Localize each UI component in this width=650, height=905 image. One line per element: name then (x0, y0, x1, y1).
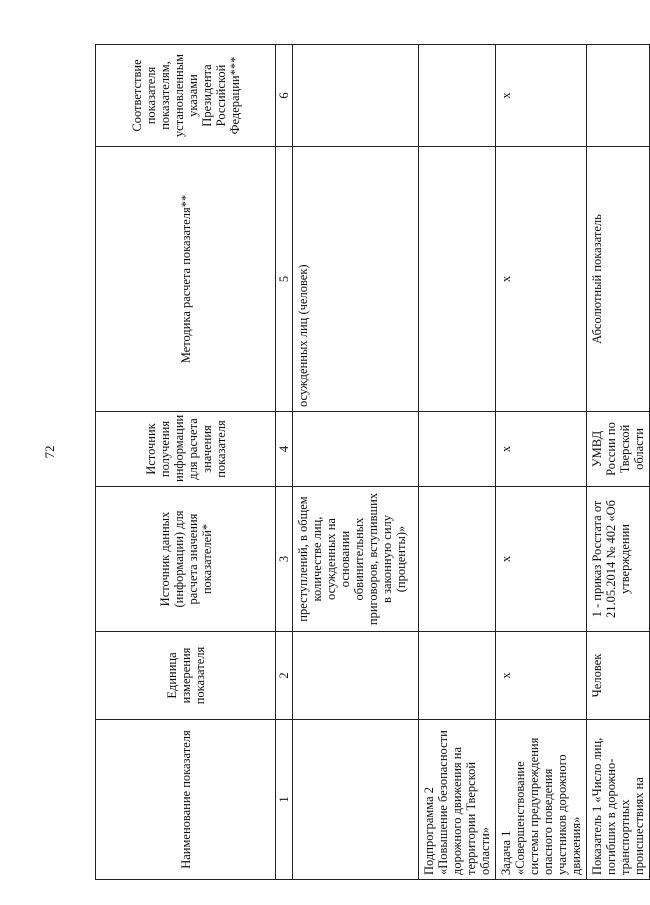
header-method: Методика расчета показателя** (96, 147, 276, 412)
table-row (293, 45, 419, 880)
cell-source-info (419, 412, 496, 487)
cell-unit: x (496, 632, 587, 720)
cell-compliance (293, 45, 419, 147)
cell-method: осужденных лиц (человек) (293, 147, 419, 412)
col-number-6: 6 (276, 45, 293, 147)
cell-name: Задача 1 «Совершенствование системы предупреждения опасного поведения участников дорожного движения» (496, 720, 587, 880)
table-row (587, 45, 650, 880)
cell-compliance (587, 45, 650, 147)
header-source-info: Источник получения информации для расчета значения показателя (96, 412, 276, 487)
cell-method (419, 147, 496, 412)
cell-compliance (419, 45, 496, 147)
header-compliance: Соответствие показателя показателям, установленным указами Президента Российской Федерации*** (96, 45, 276, 147)
table-row (496, 45, 587, 880)
rotated-table-container (95, 45, 646, 880)
cell-source-data: 1 - приказ Росстата от 21.05.2014 № 402 «Об утверждении (587, 487, 650, 632)
cell-source-info: x (496, 412, 587, 487)
cell-source-data: преступлений, в общем количестве лиц, осужденных на основании обвинительных приговоров, вступивших в законную силу (проценты)» (293, 487, 419, 632)
header-row (96, 45, 276, 880)
cell-name: Показатель 1 «Число лиц, погибших в дорожно-транспортных происшествиях на (587, 720, 650, 880)
cell-method: x (496, 147, 587, 412)
cell-method: Абсолютный показатель (587, 147, 650, 412)
col-number-5: 5 (276, 147, 293, 412)
cell-source-data (419, 487, 496, 632)
col-number-3: 3 (276, 487, 293, 632)
column-number-row (276, 45, 293, 880)
cell-unit (293, 632, 419, 720)
cell-source-info (293, 412, 419, 487)
cell-source-info: УМВД России по Тверской области (587, 412, 650, 487)
col-number-2: 2 (276, 632, 293, 720)
col-number-4: 4 (276, 412, 293, 487)
cell-unit: Человек (587, 632, 650, 720)
page-number: 72 (42, 445, 57, 459)
indicators-table (95, 44, 650, 880)
header-source-data: Источник данных (информации) для расчета значения показателей* (96, 487, 276, 632)
cell-unit (419, 632, 496, 720)
cell-compliance: x (496, 45, 587, 147)
header-indicator-name: Наименование показателя (96, 720, 276, 880)
col-number-1: 1 (276, 720, 293, 880)
cell-name (293, 720, 419, 880)
table-row (419, 45, 496, 880)
header-unit: Единица измерения показателя (96, 632, 276, 720)
cell-source-data: x (496, 487, 587, 632)
cell-name: Подпрограмма 2 «Повышение безопасности дорожного движения на территории Тверской области» (419, 720, 496, 880)
